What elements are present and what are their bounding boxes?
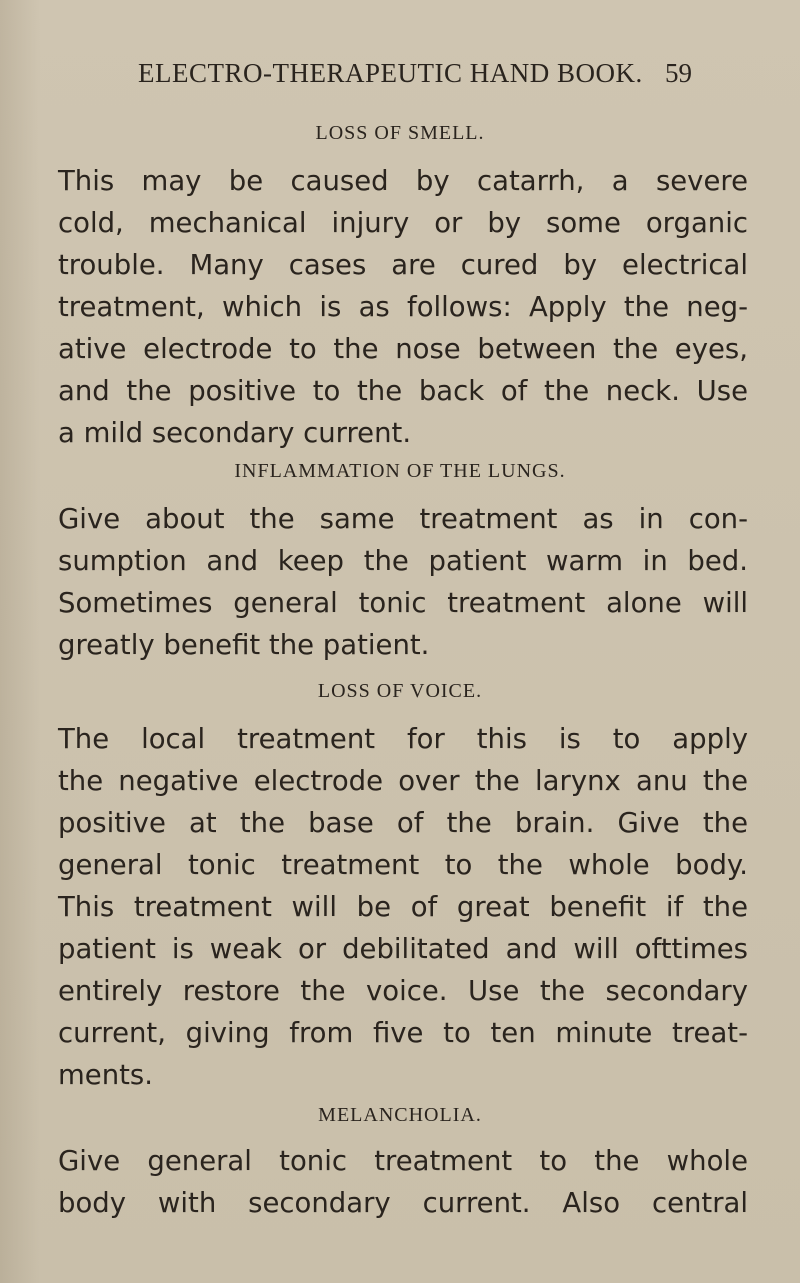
section-body-loss-of-smell [58,160,748,454]
text-line: sumption and keep the patient warm in bed. [58,545,748,577]
text-line: Give about the same treatment as in con- [58,503,748,535]
text-line: This treatment will be of great benefit if the [58,891,748,923]
text-line: The local treatment for this is to apply [58,723,748,755]
text-line: This may be caused by catarrh, a severe [58,165,748,197]
text-line: and the positive to the back of the neck. Use [58,375,748,407]
text-line: positive at the base of the brain. Give the [58,807,748,839]
section-heading-loss-of-voice: LOSS OF VOICE. [317,680,483,702]
section-heading-loss-of-smell: LOSS OF SMELL. [315,122,485,144]
text-line: a mild secondary current. [58,417,412,449]
text-line: general tonic treatment to the whole body. [58,849,748,881]
text-line: patient is weak or debilitated and will ofttimes [58,933,748,965]
text-line: entirely restore the voice. Use the secondary [58,975,748,1007]
text-line: the negative electrode over the larynx anu the [58,765,748,797]
section-body-inflammation-of-the-lungs [58,498,748,666]
section-body-melancholia [58,1140,748,1224]
running-title: ELECTRO-THERAPEUTIC HAND BOOK. [138,58,643,88]
text-line: ative electrode to the nose between the eyes, [58,333,748,365]
text-line: body with secondary current. Also central [58,1187,748,1219]
section-heading-melancholia: MELANCHOLIA. [318,1104,482,1126]
running-header [0,58,800,98]
text-line: Give general tonic treatment to the whole [58,1145,748,1177]
section-heading-inflammation-of-the-lungs: INFLAMMATION OF THE LUNGS. [234,460,566,482]
text-line: greatly benefit the patient. [58,629,430,661]
text-line: trouble. Many cases are cured by electrical [58,249,748,281]
text-line: ments. [58,1059,153,1091]
text-line: current, giving from five to ten minute treat- [58,1017,748,1049]
text-line: treatment, which is as follows: Apply the neg- [58,291,748,323]
page-number: 59 [665,58,692,88]
text-line: cold, mechanical injury or by some organic [58,207,748,239]
text-line: Sometimes general tonic treatment alone will [58,587,748,619]
section-body-loss-of-voice [58,718,748,1096]
